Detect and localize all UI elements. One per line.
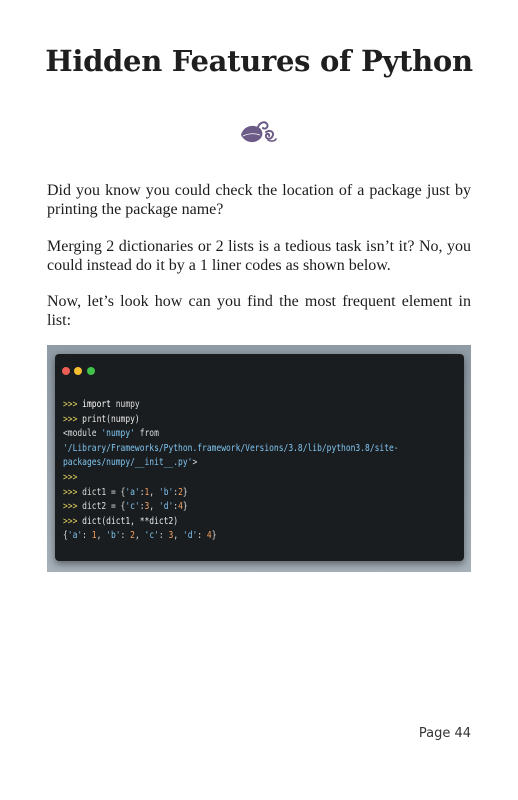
code-line [63,427,391,442]
code-token: 'b' [106,530,121,542]
code-token: 1 [144,486,150,498]
code-token: 'a' [125,486,140,498]
code-token: : [197,530,207,542]
code-token: 1 [91,530,97,542]
code-token: numpy [110,399,140,410]
code-token: , [173,530,183,542]
code-token: 2 [178,486,183,498]
code-token: >>> [63,515,83,527]
code-token: } [182,501,188,513]
code-block [63,398,399,544]
paragraph-merge-dicts: Merging 2 dictionaries or 2 lists is a tedious task isn’t it? No, you could instead do it by a 1 liner codes as shown below. [47,238,471,274]
code-token: 'c' [144,530,159,542]
code-line [63,456,391,471]
code-line [63,398,391,413]
code-token: >>> [63,501,83,513]
code-line [63,515,391,530]
code-token: : [120,530,131,542]
code-token: '/Library/Frameworks/Python.framework/Versions/3.8/lib/python3.8/site- [63,442,399,454]
code-line [63,529,391,544]
code-token: : [173,486,179,498]
code-token: , [96,530,107,542]
code-token: : [139,486,145,498]
paragraph-package-location: Did you know you could check the location of a package just by printing the package name? [47,182,471,218]
code-token: 'c' [125,501,140,513]
code-token: 'a' [67,530,83,542]
code-line [63,413,391,428]
code-token: : [139,501,145,513]
code-token: 3 [168,530,174,542]
code-token: >>> [63,471,78,483]
code-token: 'd' [158,501,174,513]
page-number: Page 44 [418,726,471,741]
code-token: , [149,486,159,498]
code-token: } [182,486,188,498]
code-token: >>> [63,399,83,410]
minimize-dot-icon [74,367,82,375]
code-token: 'd' [182,530,198,542]
maximize-dot-icon [87,367,95,375]
code-token: : [158,530,169,542]
code-token: 3 [144,501,150,513]
code-token: > [192,457,198,469]
code-token: packages/numpy/__init__.py' [63,457,193,469]
code-token: dict1 = { [82,486,126,498]
code-token: : [82,530,92,542]
code-token: import [82,399,111,410]
code-token: 4 [206,530,212,542]
code-token: } [211,530,217,542]
leaf-flourish-ornament-icon [238,118,280,146]
code-token: , [134,530,145,542]
code-token: , [149,501,159,513]
code-token: >>> [63,486,83,498]
code-token: print(numpy) [82,413,140,425]
code-line [63,471,391,486]
code-token: 4 [178,501,183,513]
close-dot-icon [62,367,70,375]
code-token: 'numpy' [101,428,135,440]
code-line [63,442,399,457]
code-line [63,486,391,501]
code-token: 2 [130,530,135,542]
code-screenshot-frame [47,345,471,572]
code-token: 'b' [158,486,174,498]
code-token: >>> [63,413,83,425]
code-token: : [173,501,179,513]
page-title: Hidden Features of Python [45,44,473,78]
code-token: dict(dict1, **dict2) [82,515,179,527]
code-token: dict2 = { [82,501,126,513]
terminal-window [55,354,464,561]
code-token: from [134,428,159,440]
code-token: { [63,530,68,542]
code-token: <module [63,428,102,440]
code-line [63,500,391,515]
paragraph-frequent-element: Now, let’s look how can you find the most frequent element in list: [47,293,471,329]
